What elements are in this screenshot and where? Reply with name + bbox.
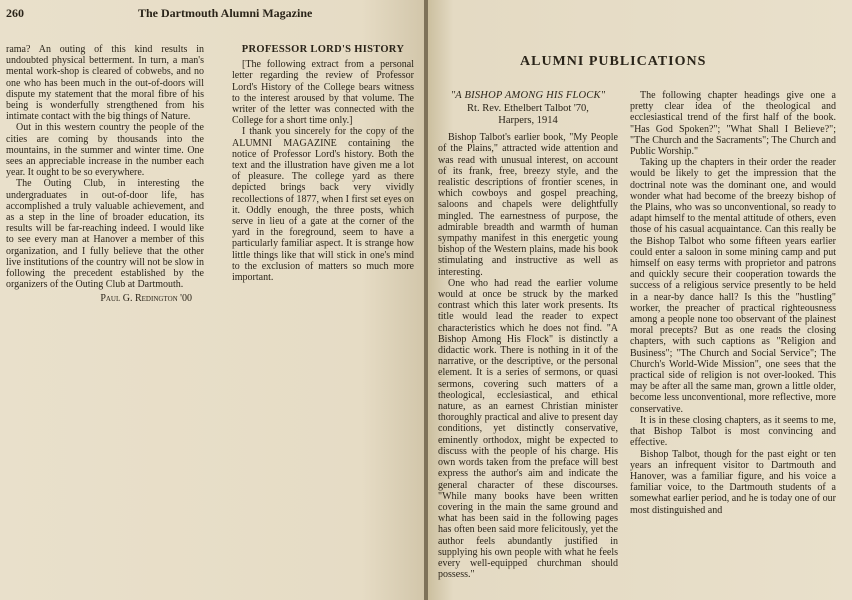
paragraph: Taking up the chapters in their order the reader would be likely to get the impression that the doctrinal note was the dominant one, and would wonder what had become of the breezy bishop of the Plains, who was so unconventional, so ready to adapt himself to the mental attitude of others, even those of his casual acquaintance. Can this really be the Bishop Talbot who some fifteen years earlier could enter a saloon in some mining camp and put himself on easy terms with proprietor and patrons and quickly secure their cooperation towards the success of a religious service presently to be held in a near-by dance hall? Is this the "hustling" worker, the preacher of practical righteousness among a people none too observant of the plainest moral precepts? But as one reads the closing chapters, with such captions as "Religion and Business"; "The Church and Social Service"; The Church's World-Wide Mission", one sees that the practical side of religion is not over-looked. This may be after all the same man, grown a little older, become less unconventional, more reflective, more conservative.: [630, 157, 836, 415]
book-author: Rt. Rev. Ethelbert Talbot '70,: [467, 103, 589, 115]
left-page: [0, 0, 425, 600]
book-title: "A BISHOP AMONG HIS FLOCK": [450, 90, 606, 101]
author-signature: Paul G. Redington '00: [100, 293, 192, 305]
left-column-1: [6, 44, 204, 305]
magazine-title: The Dartmouth Alumni Magazine: [138, 6, 313, 20]
paragraph: Out in this western country the people of the cities are coming by thousands into the mountains, in the summer and winter time. One sees an appreciable increase in the number each year. It ought to be so everywhere.: [6, 122, 204, 179]
paragraph: One who had read the earlier volume would at once be struck by the marked contrast which this later work presents. Its title would lead the reader to expect characteristics which he does not find. "A Bishop Among His Flock" is distinctly a didactic work. There is nothing in it of the narrative, or the descriptive, or the personal element. It is a series of sermons, or quasi sermons, covering such matters of a theological, ecclesiastical, and ethical nature, as an earnest Christian minister thoroughly practical and alive to present day conditions, yet distinctly conservative, eminently orthodox, might be expected to discuss with the people of his charge. His own words taken from the preface will best express the author's aim and indicate the general character of these discourses. "While many books have been written covering in the main the same ground and what has been said in the following pages has often been said more felicitously, yet the author feels abundantly justified in supplying his own people with what he feels every well-equipped churchman should possess.": [438, 277, 618, 581]
paragraph: It is in these closing chapters, as it seems to me, that Bishop Talbot is most convincing and effective.: [630, 414, 836, 449]
section-title: ALUMNI PUBLICATIONS: [520, 54, 707, 69]
article-heading: PROFESSOR LORD'S HISTORY: [241, 44, 405, 55]
book-byline: [438, 103, 618, 127]
paragraph: rama? An outing of this kind results in undoubted physical betterment. In turn, a man's mental work-shop is cleared of cobwebs, and no one who has been much in the out-of-doors will dispute my statement that the moral fibre of his being is wonderfully strengthened from his intimate contact with the big things of Nature.: [6, 44, 204, 123]
paragraph: Bishop Talbot, though for the past eight or ten years an infrequent visitor to Dartmouth and Hanover, was a familiar figure, and his voice a familiar voice, to the Dartmouth students of a somewhat earlier period, and he is today one of our most distinguished and: [630, 448, 836, 516]
paragraph: The following chapter headings give one a pretty clear idea of the theological and ecclesiastical trend of the first half of the book. "Has God Spoken?"; "What Shall I Believe?"; "The Church and the Sacraments"; The Church and Public Worship.": [630, 90, 836, 158]
book-publisher: Harpers, 1914: [498, 115, 558, 127]
paragraph: Bishop Talbot's earlier book, "My People of the Plains," attracted wide attention and was read with unusual interest, on account of its frank, free, breezy style, and the realistic descriptions of frontier scenes, in which cowboys and gospel preaching, saloons and chapels were delightfully mingled. The earnestness of purpose, the admirable breadth and warmth of human sympathy manifest in this energetic young bishop of the Western plains, made his book stimulating and instructive as well as interesting.: [438, 132, 618, 278]
paragraph: I thank you sincerely for the copy of the ALUMNI MAGAZINE containing the notice of Professor Lord's history. Both the text and the illustration have given me a lot of pleasure. The college yard as there depicted brings back very vividly recollections of 1877, when I first set eyes on it. Oddly enough, the three posts, which serve in lieu of a gate at the corner of the yard in the foreground, seem to have a particularly familiar aspect. It is strange how little things like that will stick in one's mind to the exclusion of matters so much more important.: [232, 126, 414, 284]
paragraph: [The following extract from a personal letter regarding the review of Professor Lord's History of the College bears witness to the interest aroused by that volume. The writer of the letter was connected with the College for a short time only.]: [232, 59, 414, 127]
paragraph: The Outing Club, in interesting the undergraduates in out-of-door life, has accomplished a truly valuable achievement, and as a step in the line of broader education, its results will be far-reaching indeed. I would like to see every man at Hanover a member of this organization, and I fully believe that the other live institutions of the country will not be slow in following the precedent established by the organizers of the Outing Club at Dartmouth.: [6, 178, 204, 291]
page-number: 260: [6, 6, 24, 20]
right-column-2: [630, 90, 836, 516]
left-column-2: [232, 44, 414, 283]
right-column-1: [438, 90, 618, 580]
